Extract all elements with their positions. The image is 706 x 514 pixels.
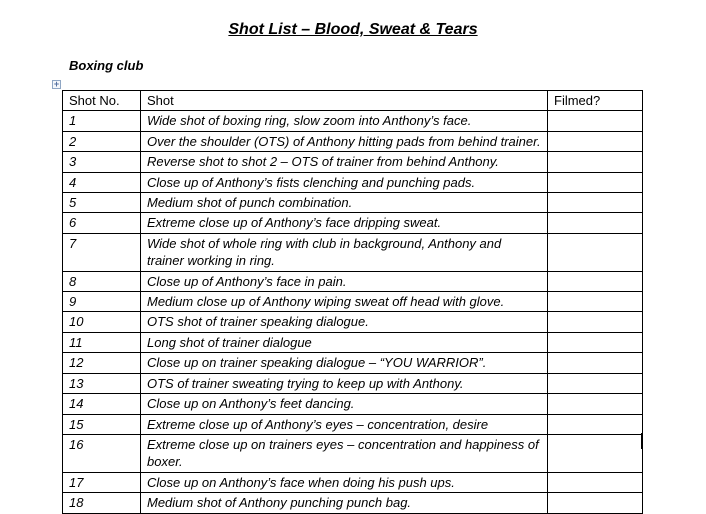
table-row [63, 213, 643, 233]
shot-number-cell[interactable]: 11 [63, 332, 141, 352]
shot-number-cell[interactable]: 17 [63, 472, 141, 492]
text-cursor [641, 433, 643, 449]
header-shot: Shot [141, 91, 548, 111]
shot-description-cell[interactable]: Medium close up of Anthony wiping sweat off head with glove. [141, 292, 548, 312]
shot-description-cell[interactable]: Close up of Anthony’s face in pain. [141, 271, 548, 291]
shot-number-cell[interactable]: 9 [63, 292, 141, 312]
filmed-cell[interactable] [548, 213, 643, 233]
filmed-cell[interactable] [548, 131, 643, 151]
filmed-cell[interactable] [548, 111, 643, 131]
filmed-cell[interactable] [548, 493, 643, 513]
shot-description-cell[interactable]: Extreme close up on trainers eyes – concentration and happiness of boxer. [141, 434, 548, 472]
shot-description-cell[interactable]: Medium shot of Anthony punching punch bag. [141, 493, 548, 513]
shot-description-cell[interactable]: Close up on Anthony’s feet dancing. [141, 394, 548, 414]
shot-description-cell[interactable]: Extreme close up of Anthony’s face dripping sweat. [141, 213, 548, 233]
page-title: Shot List – Blood, Sweat & Tears [228, 21, 478, 38]
table-row [63, 493, 643, 513]
filmed-cell[interactable] [548, 312, 643, 332]
filmed-cell[interactable] [548, 373, 643, 393]
shot-description-cell[interactable]: Close up on Anthony’s face when doing his push ups. [141, 472, 548, 492]
shot-number-cell[interactable]: 12 [63, 353, 141, 373]
shot-description-cell[interactable]: Extreme close up of Anthony’s eyes – concentration, desire [141, 414, 548, 434]
table-row [63, 353, 643, 373]
filmed-cell[interactable] [548, 414, 643, 434]
shot-number-cell[interactable]: 3 [63, 152, 141, 172]
filmed-cell[interactable] [548, 233, 643, 271]
table-row [63, 193, 643, 213]
filmed-cell[interactable] [548, 353, 643, 373]
filmed-cell[interactable] [548, 152, 643, 172]
table-row [63, 292, 643, 312]
filmed-cell[interactable] [548, 394, 643, 414]
shot-number-cell[interactable]: 5 [63, 193, 141, 213]
table-row [63, 394, 643, 414]
filmed-cell[interactable] [548, 292, 643, 312]
shot-number-cell[interactable]: 1 [63, 111, 141, 131]
shot-description-cell[interactable]: Long shot of trainer dialogue [141, 332, 548, 352]
table-row [63, 434, 643, 472]
table-row [63, 332, 643, 352]
filmed-cell[interactable] [548, 434, 643, 472]
shot-description-cell[interactable]: OTS of trainer sweating trying to keep up with Anthony. [141, 373, 548, 393]
move-table-icon[interactable]: + [53, 79, 60, 89]
shot-description-cell[interactable]: Close up of Anthony’s fists clenching and punching pads. [141, 172, 548, 192]
table-row [63, 414, 643, 434]
shot-description-cell[interactable]: Close up on trainer speaking dialogue – “YOU WARRIOR”. [141, 353, 548, 373]
shot-number-cell[interactable]: 13 [63, 373, 141, 393]
table-row [63, 152, 643, 172]
shot-description-cell[interactable]: Wide shot of whole ring with club in background, Anthony and trainer working in ring. [141, 233, 548, 271]
filmed-cell[interactable] [548, 271, 643, 291]
table-row [63, 373, 643, 393]
shot-number-cell[interactable]: 7 [63, 233, 141, 271]
table-row [63, 472, 643, 492]
shot-number-cell[interactable]: 8 [63, 271, 141, 291]
table-row [63, 233, 643, 271]
filmed-cell[interactable] [548, 472, 643, 492]
shot-list-table [62, 90, 643, 514]
shot-description-cell[interactable]: OTS shot of trainer speaking dialogue. [141, 312, 548, 332]
header-shot-no: Shot No. [63, 91, 141, 111]
shot-description-cell[interactable]: Wide shot of boxing ring, slow zoom into Anthony’s face. [141, 111, 548, 131]
shot-number-cell[interactable]: 15 [63, 414, 141, 434]
table-row [63, 131, 643, 151]
shot-number-cell[interactable]: 16 [63, 434, 141, 472]
section-heading: Boxing club [69, 58, 144, 73]
filmed-cell[interactable] [548, 332, 643, 352]
shot-number-cell[interactable]: 6 [63, 213, 141, 233]
header-filmed: Filmed? [548, 91, 643, 111]
table-row [63, 312, 643, 332]
shot-number-cell[interactable]: 4 [63, 172, 141, 192]
table-row [63, 271, 643, 291]
shot-number-cell[interactable]: 10 [63, 312, 141, 332]
shot-description-cell[interactable]: Medium shot of punch combination. [141, 193, 548, 213]
shot-description-cell[interactable]: Over the shoulder (OTS) of Anthony hitting pads from behind trainer. [141, 131, 548, 151]
shot-number-cell[interactable]: 2 [63, 131, 141, 151]
shot-description-cell[interactable]: Reverse shot to shot 2 – OTS of trainer from behind Anthony. [141, 152, 548, 172]
shot-number-cell[interactable]: 14 [63, 394, 141, 414]
shot-number-cell[interactable]: 18 [63, 493, 141, 513]
filmed-cell[interactable] [548, 193, 643, 213]
table-row [63, 111, 643, 131]
filmed-cell[interactable] [548, 172, 643, 192]
table-header-row [63, 91, 643, 111]
table-row [63, 172, 643, 192]
